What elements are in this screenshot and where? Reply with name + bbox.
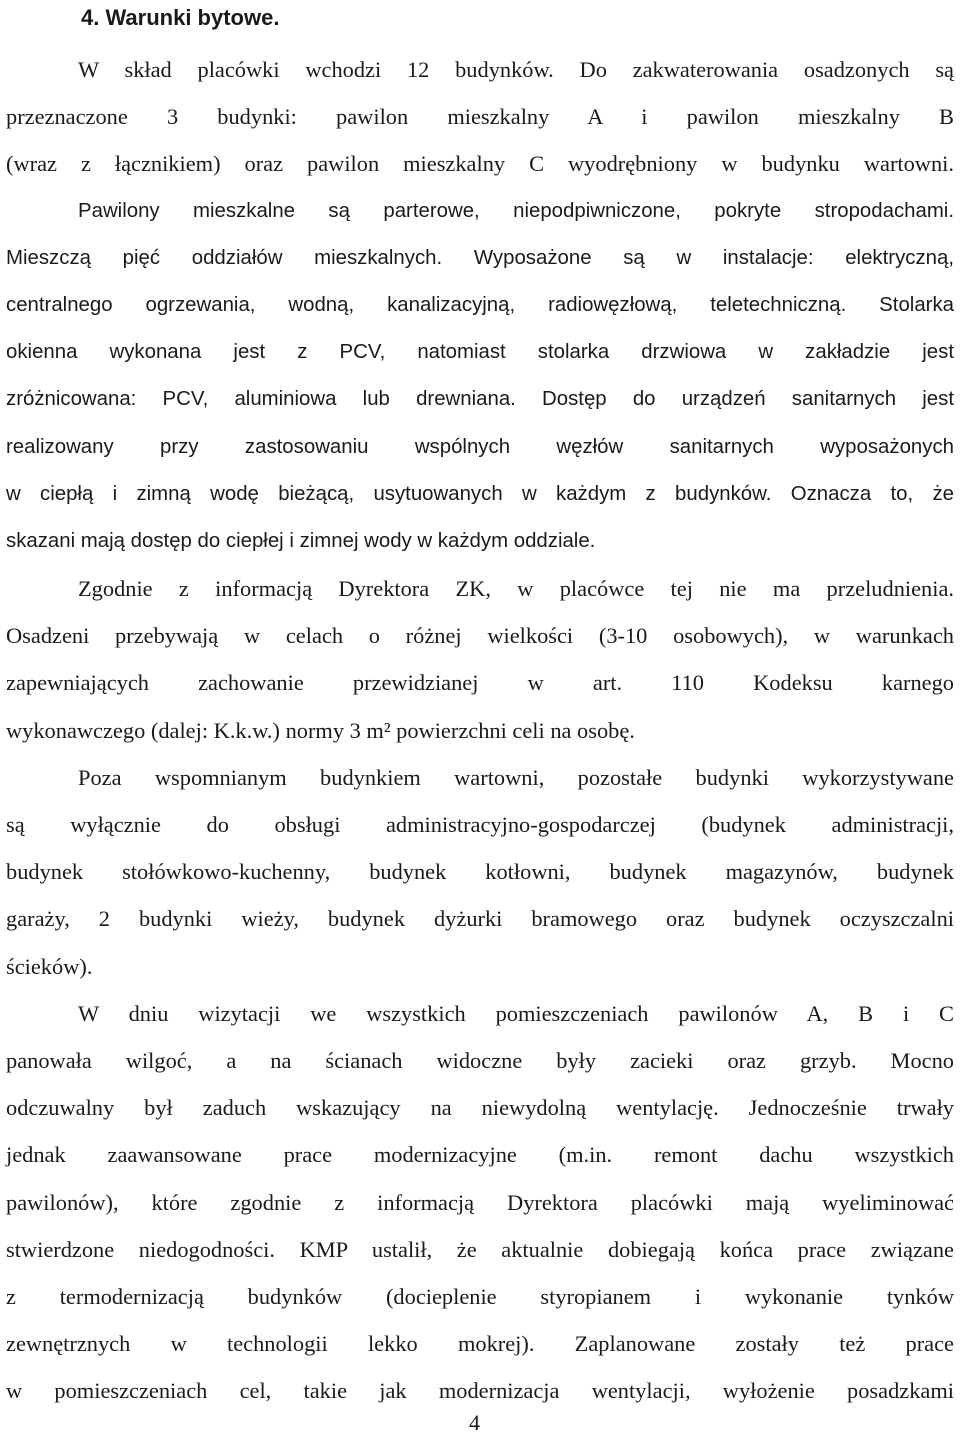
text-line: Zgodnie z informacją Dyrektora ZK, w placówce tej nie ma przeludnienia. — [78, 576, 954, 602]
text-line: zapewniających zachowanie przewidzianej w art. 110 Kodeksu karnego — [6, 670, 954, 696]
text-line: garaży, 2 budynki wieży, budynek dyżurki bramowego oraz budynek oczyszczalni — [6, 906, 954, 932]
text-line: zróżnicowana: PCV, aluminiowa lub drewniana. Dostęp do urządzeń sanitarnych jest — [6, 388, 954, 411]
text-line: w pomieszczeniach cel, takie jak modernizacja wentylacji, wyłożenie posadzkami — [6, 1378, 954, 1404]
page-number: 4 — [469, 1410, 480, 1435]
text-line: w ciepłą i zimną wodę bieżącą, usytuowanych w każdym z budynków. Oznacza to, że — [6, 482, 954, 505]
text-line: budynek stołówkowo-kuchenny, budynek kotłowni, budynek magazynów, budynek — [6, 859, 954, 885]
text-line: W skład placówki wchodzi 12 budynków. Do zakwaterowania osadzonych są — [78, 57, 954, 82]
text-line: ścieków). — [6, 953, 93, 979]
text-line: wykonawczego (dalej: K.k.w.) normy 3 m² powierzchni celi na osobę. — [6, 717, 635, 743]
text-line: okienna wykonana jest z PCV, natomiast stolarka drzwiowa w zakładzie jest — [6, 341, 954, 364]
text-line: skazani mają dostęp do ciepłej i zimnej wody w każdym oddziale. — [6, 529, 596, 552]
text-line: Poza wspomnianym budynkiem wartowni, pozostałe budynki wykorzystywane — [78, 764, 954, 790]
section-heading: 4. Warunki bytowe. — [81, 5, 280, 30]
text-line: centralnego ogrzewania, wodną, kanalizacyjną, radiowęzłową, teletechniczną. Stolarka — [6, 293, 954, 316]
text-line: zewnętrznych w technologii lekko mokrej). Zaplanowane zostały też prace — [6, 1331, 954, 1357]
text-line: realizowany przy zastosowaniu wspólnych węzłów sanitarnych wyposażonych — [6, 435, 954, 458]
text-line: odczuwalny był zaduch wskazujący na niewydolną wentylację. Jednocześnie trwały — [6, 1095, 954, 1121]
text-line: przeznaczone 3 budynki: pawilon mieszkalny A i pawilon mieszkalny B — [6, 104, 954, 130]
text-line: W dniu wizytacji we wszystkich pomieszczeniach pawilonów A, B i C — [78, 1000, 954, 1026]
text-line: z termodernizacją budynków (docieplenie styropianem i wykonanie tynków — [6, 1283, 954, 1309]
text-line: Mieszczą pięć oddziałów mieszkalnych. Wyposażone są w instalacje: elektryczną, — [6, 246, 954, 269]
text-line: (wraz z łącznikiem) oraz pawilon mieszkalny C wyodrębniony w budynku wartowni. — [6, 151, 954, 177]
text-line: są wyłącznie do obsługi administracyjno-gospodarczej (budynek administracji, — [6, 812, 954, 837]
text-line: stwierdzone niedogodności. KMP ustalił, że aktualnie dobiegają końca prace związane — [6, 1236, 954, 1262]
section-body-text — [6, 46, 954, 1414]
text-line: Osadzeni przebywają w celach o różnej wielkości (3-10 osobowych), w warunkach — [6, 623, 954, 649]
text-line: jednak zaawansowane prace modernizacyjne (m.in. remont dachu wszystkich — [6, 1142, 954, 1168]
text-line: pawilonów), które zgodnie z informacją Dyrektora placówki mają wyeliminować — [6, 1189, 954, 1215]
text-line: panowała wilgoć, a na ścianach widoczne były zacieki oraz grzyb. Mocno — [6, 1047, 954, 1073]
text-line: Pawilony mieszkalne są parterowe, niepodpiwniczone, pokryte stropodachami. — [78, 199, 954, 222]
